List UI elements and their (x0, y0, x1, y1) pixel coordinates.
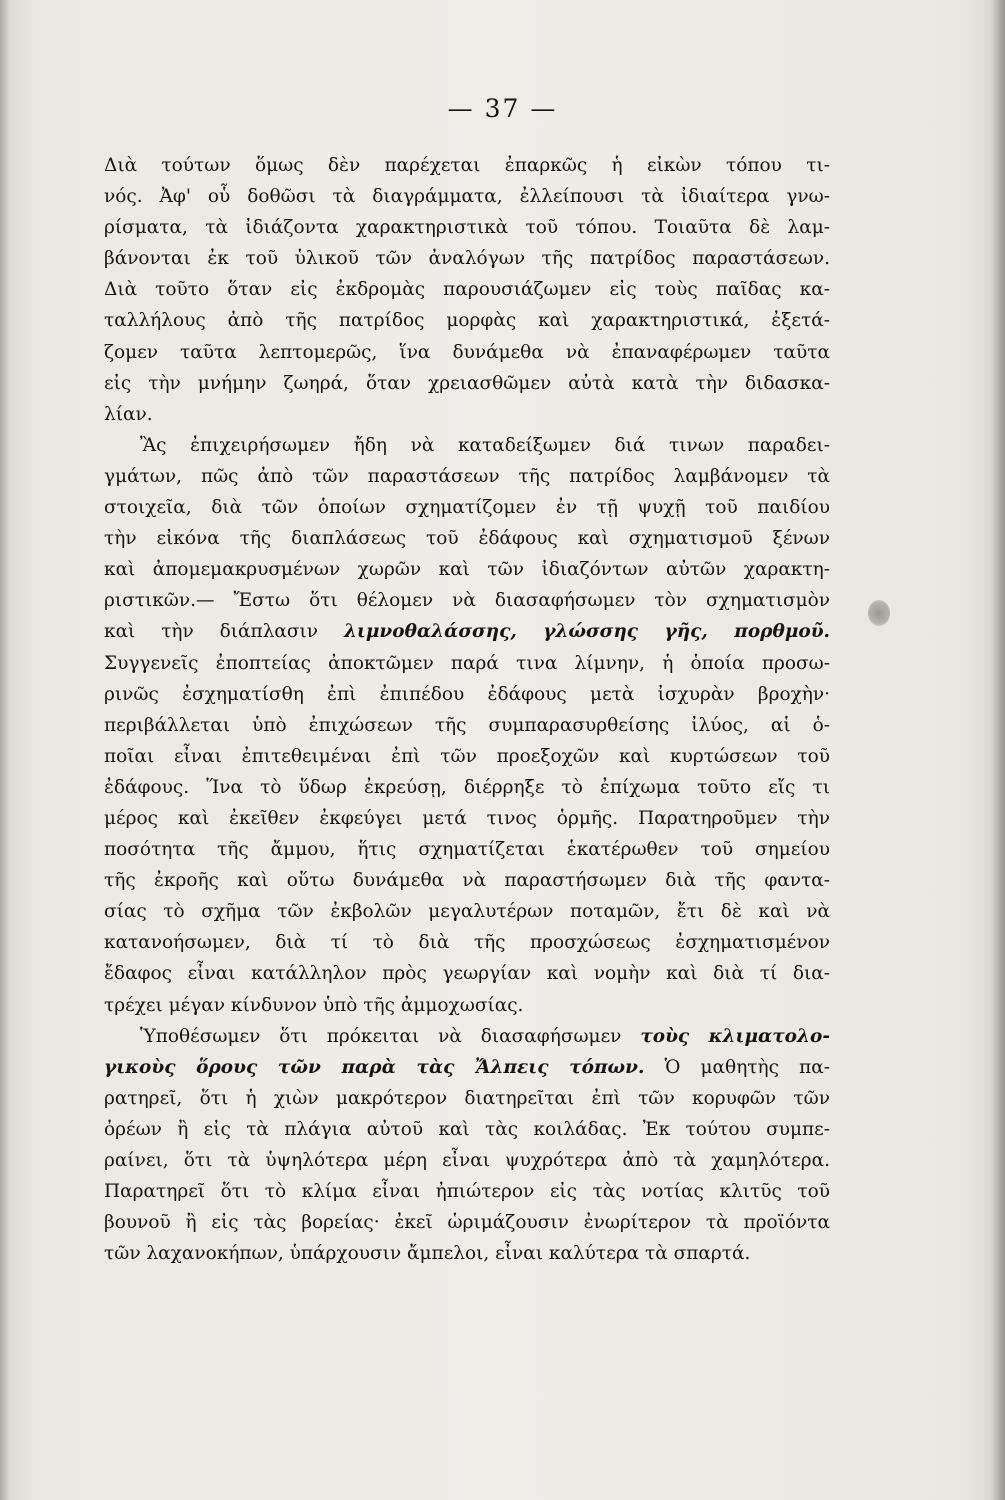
text-line: Συγγενεῖς ἐποπτείας ἀποκτῶμεν παρά τινα λίμνην, ἡ ὁποία προσω- (104, 652, 830, 674)
text-line: ποσότητα τῆς ἄμμου, ἥτις σχηματίζεται ἑκατέρωθεν τοῦ σημείου (104, 839, 830, 861)
text-line: περιβάλλεται ὑπὸ ἐπιχώσεων τῆς συμπαρασυρθείσης ἰλύος, αἱ ὁ- (104, 714, 830, 736)
text-line: βουνοῦ ἢ εἰς τὰς βορείας· ἐκεῖ ὡριμάζουσιν ἐνωρίτερον τὰ προϊόντα (104, 1212, 830, 1234)
text-line: ἔδαφος εἶναι κατάλληλον πρὸς γεωργίαν καὶ νομὴν καὶ διὰ τί δια- (104, 963, 830, 985)
text-line: μέρος καὶ ἐκεῖθεν ἐκφεύγει μετά τινος ὁρμῆς. Παρατηροῦμεν τὴν (104, 807, 830, 829)
page-shadow-right (991, 0, 1005, 1500)
text-line: τῶν λαχανοκήπων, ὑπάρχουσιν ἄμπελοι, εἶναι καλύτερα τὰ σπαρτά. (104, 1243, 751, 1265)
page-shadow-left (0, 0, 10, 1500)
text-line: τῆς ἐκροῆς καὶ οὕτω δυνάμεθα νὰ παραστήσωμεν διὰ τῆς φαντα- (104, 870, 830, 892)
text-line: νός. Ἀφ' οὗ δοθῶσι τὰ διαγράμματα, ἐλλείπουσι τὰ ἰδιαίτερα γνω- (104, 186, 830, 208)
emphasis-terms: τοὺς κλιματολο- (640, 1025, 830, 1047)
text-line: ριστικῶν.— Ἔστω ὅτι θέλομεν νὰ διασαφήσωμεν τὸν σχηματισμὸν (104, 590, 830, 612)
text-line-with-emphasis (104, 1052, 830, 1083)
text-line: ρίσματα, τὰ ἰδιάζοντα χαρακτηριστικὰ τοῦ τόπου. Τοιαῦτα δὲ λαμ- (104, 217, 830, 239)
text-line: στοιχεῖα, διὰ τῶν ὁποίων σχηματίζομεν ἐν τῇ ψυχῇ τοῦ παιδίου (104, 497, 830, 519)
text-line: ταλλήλους ἀπὸ τῆς πατρίδος μορφὰς καὶ χαρακτηριστικά, ἐξετά- (104, 310, 830, 332)
text-fragment: καὶ τὴν διάπλασιν (104, 621, 319, 643)
text-line: εἰς τὴν μνήμην ζωηρά, ὅταν χρειασθῶμεν αὐτὰ κατὰ τὴν διδασκα- (104, 372, 830, 394)
text-line: λίαν. (104, 403, 153, 425)
text-line: Διὰ τούτων ὅμως δὲν παρέχεται ἐπαρκῶς ἡ εἰκὼν τόπου τι- (104, 155, 830, 176)
text-line: βάνονται ἐκ τοῦ ὑλικοῦ τῶν ἀναλόγων τῆς πατρίδος παραστάσεων. (104, 248, 830, 270)
text-line: Διὰ τοῦτο ὅταν εἰς ἐκδρομὰς παρουσιάζωμεν εἰς τοὺς παῖδας κα- (104, 279, 830, 301)
text-line-with-emphasis (104, 1021, 830, 1052)
text-body (104, 150, 830, 1269)
text-fragment: Ὑποθέσωμεν ὅτι πρόκειται νὰ διασαφήσωμεν (140, 1025, 622, 1047)
text-fragment: Ὁ μαθητὴς πα- (664, 1056, 830, 1078)
text-line-with-emphasis (104, 616, 830, 647)
emphasis-terms: γικοὺς ὅρους τῶν παρὰ τὰς Ἄλπεις τόπων. (104, 1056, 645, 1078)
text-line: ραίνει, ὅτι τὰ ὑψηλότερα μέρη εἶναι ψυχρότερα ἀπὸ τὰ χαμηλότερα. (104, 1150, 830, 1171)
paper-stain (868, 600, 890, 626)
emphasis-terms: λιμνοθαλάσσης, γλώσσης γῆς, πορθμοῦ. (343, 621, 830, 643)
text-line: Παρατηρεῖ ὅτι τὸ κλίμα εἶναι ἠπιώτερον εἰς τὰς νοτίας κλιτῦς τοῦ (104, 1181, 830, 1203)
text-line: ἐδάφους. Ἵνα τὸ ὕδωρ ἐκρεύσῃ, διέρρηξε τὸ ἐπίχωμα τοῦτο εἴς τι (104, 776, 830, 798)
text-line: σίας τὸ σχῆμα τῶν ἐκβολῶν μεγαλυτέρων ποταμῶν, ἔτι δὲ καὶ νὰ (104, 901, 830, 923)
text-line: ποῖαι εἶναι ἐπιτεθειμέναι ἐπὶ τῶν προεξοχῶν καὶ κυρτώσεων τοῦ (104, 745, 830, 767)
text-line: ὀρέων ἢ εἰς τὰ πλάγια αὐτοῦ καὶ τὰς κοιλάδας. Ἐκ τούτου συμπε- (104, 1118, 830, 1140)
text-line: ρινῶς ἐσχηματίσθη ἐπὶ ἐπιπέδου ἐδάφους μετὰ ἰσχυρὰν βροχὴν· (104, 683, 830, 705)
page-number: — 37 — (447, 94, 558, 123)
text-line: τρέχει μέγαν κίνδυνον ὑπὸ τῆς ἀμμοχωσίας. (104, 994, 524, 1016)
text-line: Ἂς ἐπιχειρήσωμεν ἤδη νὰ καταδείξωμεν διά τινων παραδει- (140, 434, 830, 456)
text-line: κατανοήσωμεν, διὰ τί τὸ διὰ τῆς προσχώσεως ἐσχηματισμένον (104, 932, 830, 954)
text-line: γμάτων, πῶς ἀπὸ τῶν παραστάσεων τῆς πατρίδος λαμβάνομεν τὰ (104, 465, 830, 487)
text-line: ρατηρεῖ, ὅτι ἡ χιὼν μακρότερον διατηρεῖται ἐπὶ τῶν κορυφῶν τῶν (104, 1087, 830, 1109)
text-line: ζομεν ταῦτα λεπτομερῶς, ἵνα δυνάμεθα νὰ ἐπαναφέρωμεν ταῦτα (104, 341, 830, 363)
text-line: καὶ ἀπομεμακρυσμένων χωρῶν καὶ τῶν ἰδιαζόντων αὐτῶν χαρακτη- (104, 559, 830, 581)
text-line: τὴν εἰκόνα τῆς διαπλάσεως τοῦ ἐδάφους καὶ σχηματισμοῦ ξένων (104, 528, 830, 550)
